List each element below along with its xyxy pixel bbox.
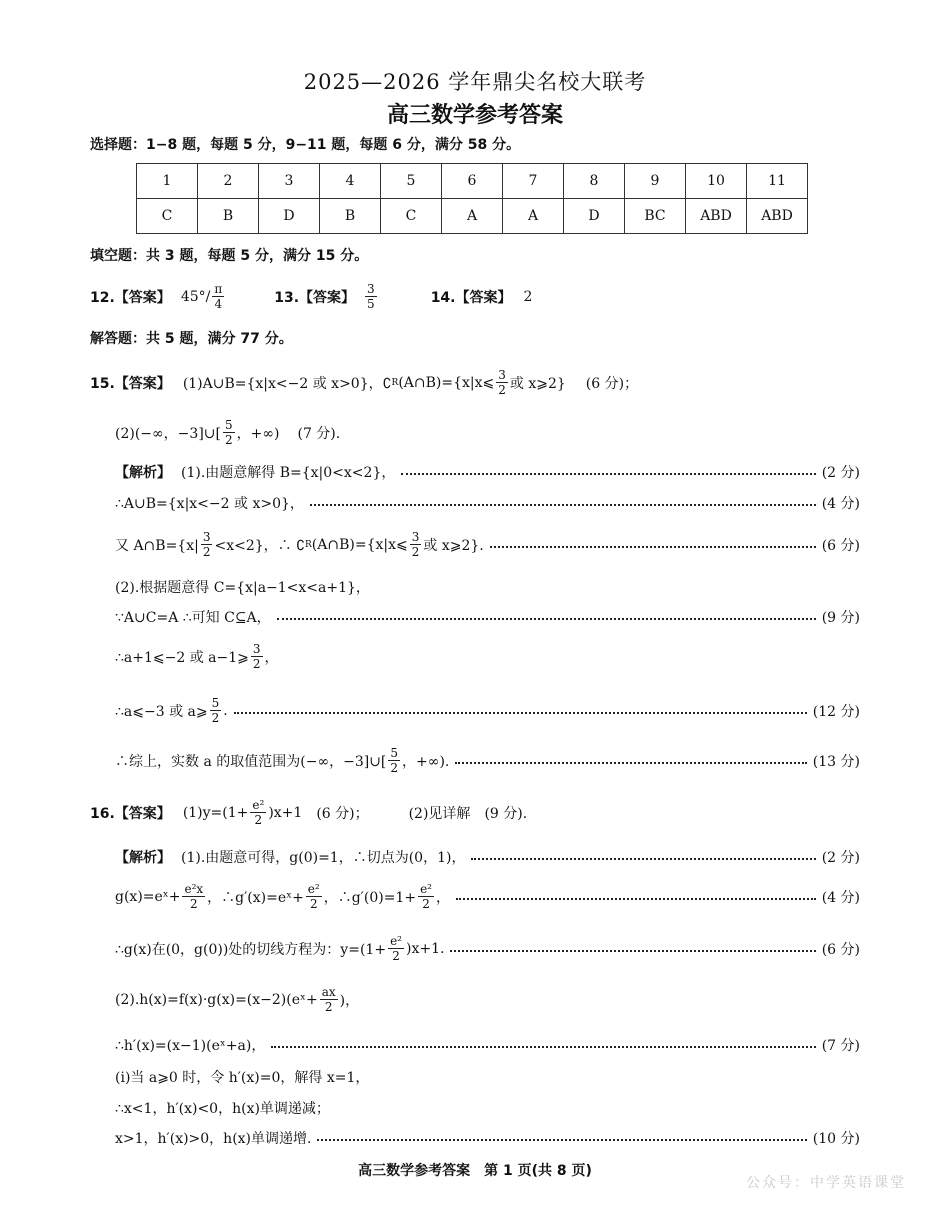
answer-cell: A <box>442 199 503 234</box>
dot-leader <box>277 618 816 620</box>
q16-ans1a: (1)y=(1+ <box>182 804 249 821</box>
step-score: (6 分) <box>821 941 860 958</box>
answer-cell: C <box>137 199 198 234</box>
step-text: 或 x⩾2}. <box>423 537 484 554</box>
numerator: 5 <box>224 418 233 432</box>
numerator: e² <box>420 882 432 896</box>
q15-ans1a: (1)A∪B={x|x<−2 或 x>0}，∁ <box>182 375 392 392</box>
denominator: 2 <box>211 711 220 725</box>
question-number: 9 <box>625 164 686 199</box>
numerator: e² <box>307 882 320 896</box>
fraction-e2x-2 <box>182 882 205 911</box>
answer-cell: D <box>259 199 320 234</box>
q12-answer: 45°/ <box>180 288 211 305</box>
q15-score1: (6 分)； <box>585 375 639 392</box>
watermark: 公众号：中学英语课堂 <box>746 1175 906 1191</box>
q15-step6 <box>115 642 279 671</box>
subscript-r: R <box>391 377 399 388</box>
denominator: 2 <box>324 1000 333 1014</box>
fraction-5-2 <box>210 696 222 725</box>
step-score: (4 分) <box>821 496 860 512</box>
step-text: x>1，h′(x)>0，h(x)单调递增. <box>115 1131 312 1147</box>
solve-intro: 解答题：共 5 题，满分 77 分。 <box>90 331 293 347</box>
step-text: ，+∞). <box>402 753 450 770</box>
dot-leader <box>490 546 816 548</box>
fraction-e2-2 <box>306 882 322 911</box>
q15-answer-line2 <box>115 418 340 447</box>
numerator: e²x <box>184 882 204 896</box>
step-text: ∴g(x)在(0，g(0))处的切线方程为：y=(1+ <box>115 941 387 958</box>
step-text: )x+1. <box>405 940 445 957</box>
denominator: 2 <box>252 657 261 671</box>
document-title: 高三数学参考答案 <box>386 102 563 128</box>
q15-step2 <box>115 493 860 513</box>
step-text: ∵A∪C=A ∴可知 C⊆A， <box>115 610 271 626</box>
step-text: ∴a⩽−3 或 a⩾ <box>115 703 208 720</box>
step-text: ，∴g′(0)=1+ <box>323 889 417 906</box>
fraction-e2-2 <box>418 882 434 911</box>
q15-ans1c: (A∩B)={x|x⩽ <box>398 374 495 391</box>
denominator: 4 <box>214 297 223 311</box>
q14-answer: 2 <box>523 288 533 305</box>
dot-leader <box>234 712 807 714</box>
q16-step5 <box>115 1035 860 1055</box>
step-text: (2).h(x)=f(x)·g(x)=(x−2)(eˣ+ <box>115 991 318 1008</box>
step-text: (A∩B)={x|x⩽ <box>311 536 408 553</box>
question-number: 6 <box>442 164 503 199</box>
question-number: 5 <box>381 164 442 199</box>
q12-fraction <box>212 282 224 311</box>
q16-score1: (6 分)； <box>316 805 369 822</box>
q15-ans2b: ，+∞) <box>236 425 280 442</box>
numerator: 3 <box>202 530 211 544</box>
q16-step3 <box>115 934 860 963</box>
fraction-ax-2 <box>320 985 338 1014</box>
fraction-3-2 <box>251 642 263 671</box>
question-number: 11 <box>747 164 808 199</box>
fraction-5-2 <box>388 746 400 775</box>
q16-label: 16.【答案】 <box>90 805 171 822</box>
q15-answer-line1 <box>90 368 638 397</box>
dot-leader <box>450 950 815 952</box>
step-text: ，∴g′(x)=eˣ+ <box>207 889 304 906</box>
q15-label: 15.【答案】 <box>90 375 171 392</box>
analysis-label: 【解析】 <box>115 850 171 866</box>
q15-score2: (7 分). <box>297 425 341 442</box>
question-number: 10 <box>686 164 747 199</box>
denominator: 2 <box>390 761 399 775</box>
fraction-3-2 <box>410 530 422 559</box>
fraction-5-2 <box>223 418 235 447</box>
step-text: ∴A∪B={x|x<−2 或 x>0}， <box>115 496 304 512</box>
step-text: . <box>223 702 228 719</box>
question-number: 1 <box>137 164 198 199</box>
step-text: ∴a+1⩽−2 或 a−1⩾ <box>115 649 249 666</box>
dot-leader <box>317 1139 806 1141</box>
numerator: 3 <box>367 282 375 296</box>
step-text: ∴综上，实数 a 的取值范围为(−∞，−3]∪[ <box>115 753 387 770</box>
step-text: )， <box>339 992 360 1009</box>
q15-step4: (2).根据题意得 C={x|a−1<x<a+1}， <box>115 580 370 596</box>
answer-row <box>137 199 808 234</box>
dot-leader <box>455 762 806 764</box>
denominator: 2 <box>309 897 318 911</box>
mc-intro: 选择题：1−8 题，每题 5 分，9−11 题，每题 6 分，满分 58 分。 <box>90 137 521 153</box>
fill-answers <box>90 282 532 311</box>
step-text: (1).由题意解得 B={x|0<x<2}， <box>181 465 396 481</box>
fraction-3-2 <box>201 530 213 559</box>
dot-leader <box>310 504 816 506</box>
step-score: (4 分) <box>821 889 860 906</box>
question-number: 3 <box>259 164 320 199</box>
dot-leader <box>471 858 815 860</box>
denominator: 2 <box>202 545 211 559</box>
q14-label: 14.【答案】 <box>430 289 512 306</box>
step-score: (2 分) <box>821 465 860 481</box>
numerator: 5 <box>211 696 220 710</box>
q15-ans2a: (2)(−∞，−3]∪[ <box>115 425 221 442</box>
q16-ans1b: )x+1 <box>268 804 303 821</box>
numerator: 3 <box>498 368 506 382</box>
q16-step4 <box>115 985 359 1014</box>
step-text: ， <box>264 649 279 666</box>
fraction-3-2 <box>496 368 508 397</box>
answer-cell: D <box>564 199 625 234</box>
q16-step2 <box>115 882 860 911</box>
question-number: 4 <box>320 164 381 199</box>
answer-cell: A <box>503 199 564 234</box>
denominator: 5 <box>367 297 375 311</box>
step-score: (10 分) <box>812 1131 860 1147</box>
denominator: 2 <box>498 383 506 397</box>
fraction-e2-2 <box>388 934 404 963</box>
denominator: 2 <box>254 813 263 827</box>
step-text: ， <box>435 889 450 906</box>
step-text: ∴h′(x)=(x−1)(eˣ+a)， <box>115 1038 266 1054</box>
q15-ans1d: 或 x⩾2} <box>509 375 566 392</box>
fraction-e2-2 <box>250 798 266 827</box>
denominator: 2 <box>224 433 233 447</box>
q16-step1 <box>115 847 860 867</box>
q16-score2: (9 分). <box>484 805 528 822</box>
q15-step8 <box>115 746 860 775</box>
q16-step8 <box>115 1128 860 1148</box>
answer-cell: B <box>320 199 381 234</box>
dot-leader <box>456 898 816 900</box>
denominator: 2 <box>411 545 420 559</box>
answer-cell: ABD <box>686 199 747 234</box>
step-score: (12 分) <box>812 703 860 720</box>
step-score: (9 分) <box>821 610 860 626</box>
numerator: 3 <box>252 642 261 656</box>
q13-fraction <box>365 282 377 311</box>
numerator: e² <box>252 798 265 812</box>
dot-leader <box>401 473 815 475</box>
numerator: ax <box>321 985 336 999</box>
q12-label: 12.【答案】 <box>90 289 171 306</box>
q13-label: 13.【答案】 <box>274 289 356 306</box>
answer-cell: C <box>381 199 442 234</box>
answer-table <box>136 163 808 234</box>
step-text: (1).由题意可得，g(0)=1，∴切点为(0，1)， <box>181 850 466 866</box>
q16-step6: (i)当 a⩾0 时，令 h′(x)=0，解得 x=1， <box>115 1070 370 1086</box>
numerator: π <box>214 282 223 296</box>
denominator: 2 <box>422 897 430 911</box>
answer-cell: BC <box>625 199 686 234</box>
numerator: e² <box>390 934 402 948</box>
denominator: 2 <box>392 949 400 963</box>
q16-step7: ∴x<1，h′(x)<0，h(x)单调递减； <box>115 1101 330 1117</box>
q15-step7 <box>115 696 860 725</box>
q15-step5 <box>115 607 860 627</box>
answer-cell: ABD <box>747 199 808 234</box>
page-footer: 高三数学参考答案 第 1 页(共 8 页) <box>358 1163 592 1179</box>
answer-cell: B <box>198 199 259 234</box>
dot-leader <box>271 1046 815 1048</box>
q16-answer-line <box>90 798 527 827</box>
subscript-r: R <box>305 539 312 550</box>
question-number: 8 <box>564 164 625 199</box>
q15-step3 <box>115 530 860 559</box>
numerator: 5 <box>390 746 399 760</box>
step-score: (2 分) <box>821 850 860 866</box>
q16-ans2: (2)见详解 <box>408 805 471 822</box>
step-score: (7 分) <box>821 1038 860 1054</box>
fill-intro: 填空题：共 3 题，每题 5 分，满分 15 分。 <box>90 248 369 264</box>
step-text: g(x)=eˣ+ <box>115 888 181 905</box>
question-number: 7 <box>503 164 564 199</box>
step-score: (13 分) <box>812 753 860 770</box>
numerator: 3 <box>411 530 420 544</box>
denominator: 2 <box>189 897 198 911</box>
analysis-label: 【解析】 <box>115 465 171 481</box>
question-number: 2 <box>198 164 259 199</box>
question-number-row <box>137 164 808 199</box>
exam-title: 2025—2026 学年鼎尖名校大联考 <box>303 70 647 94</box>
q15-step1 <box>115 462 860 482</box>
step-text: 又 A∩B={x| <box>115 537 199 554</box>
step-score: (6 分) <box>821 537 860 554</box>
step-text: <x<2}，∴ ∁ <box>214 537 306 554</box>
